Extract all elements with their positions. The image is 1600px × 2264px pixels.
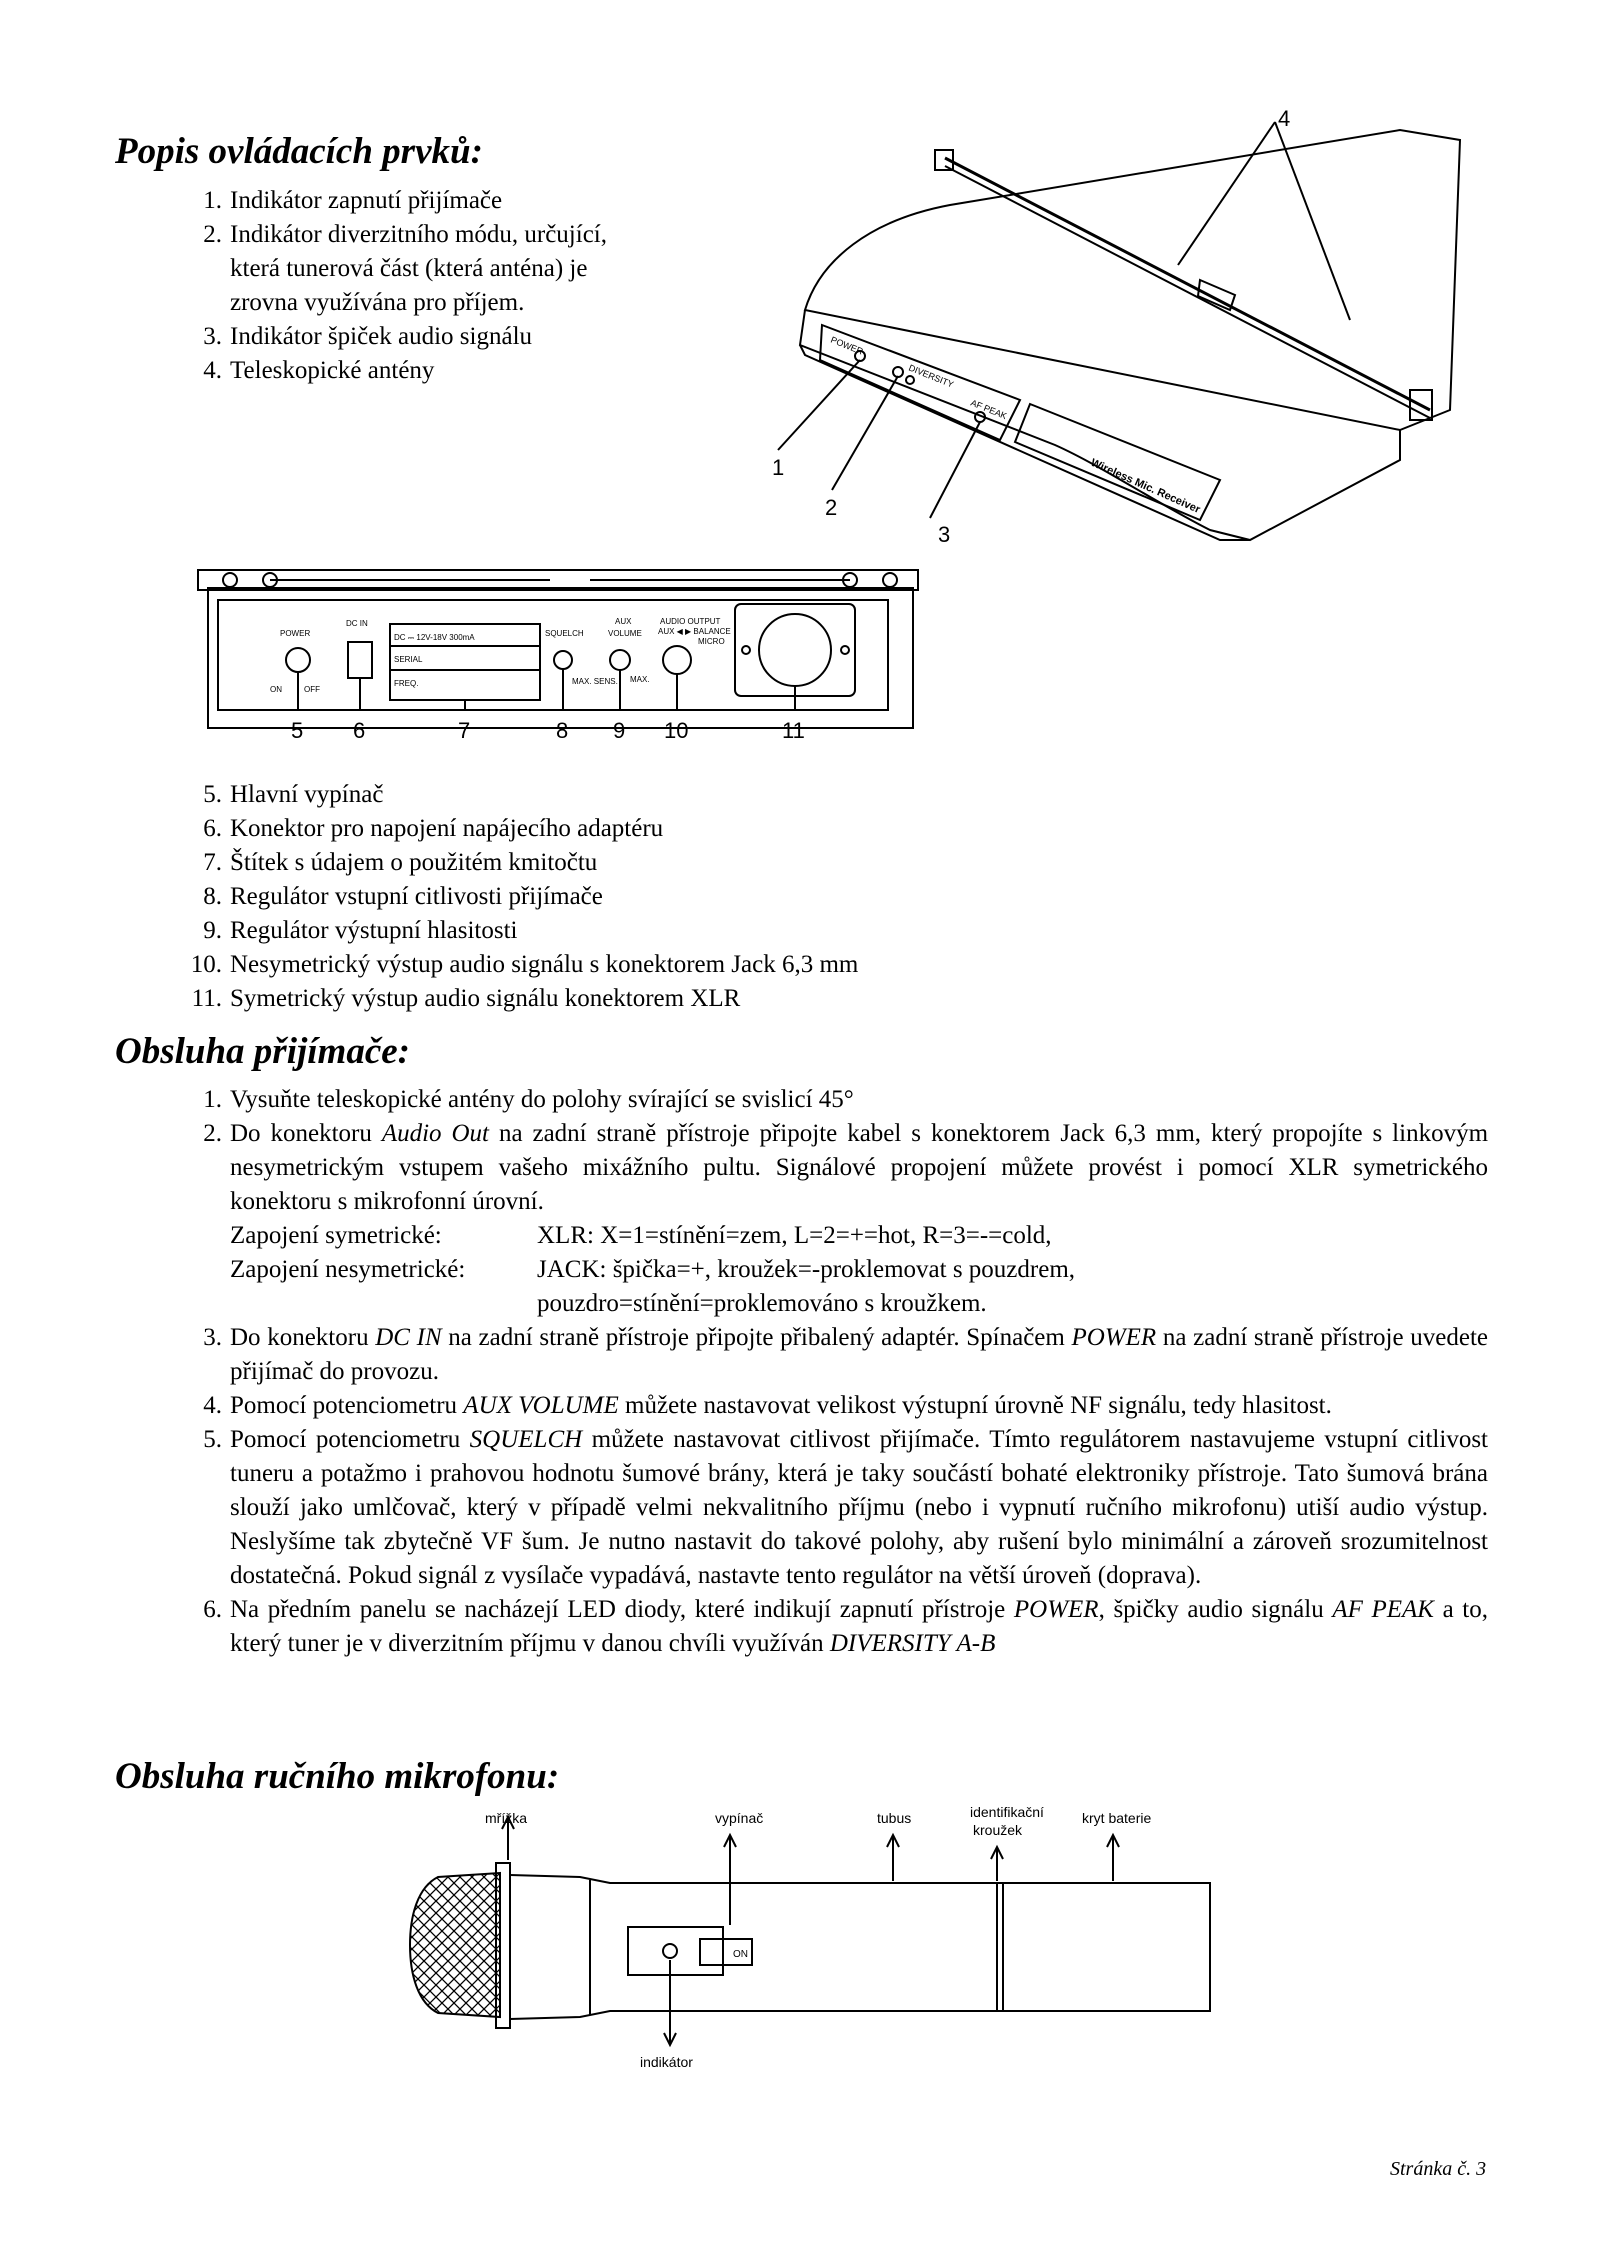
section-title-controls: Popis ovládacích prvků: bbox=[115, 131, 483, 172]
back-callout-5: 5 bbox=[291, 718, 304, 743]
receiver-item-4: 4. Pomocí potenciometru AUX VOLUME můžete nastavovat velikost výstupní úrovně NF signálu, tedy hlasitost. bbox=[203, 1392, 1332, 1419]
mic-label-switch: vypínač bbox=[715, 1810, 764, 1826]
control-item: 7. Štítek s údajem o použitém kmitočtu bbox=[203, 849, 598, 876]
wiring-symmetric: Zapojení symetrické: XLR: X=1=stínění=zem, L=2=+=hot, R=3=-=cold, bbox=[230, 1222, 1052, 1249]
callout-4: 4 bbox=[1278, 110, 1291, 131]
control-item: 11. Symetrický výstup audio signálu konektorem XLR bbox=[191, 985, 741, 1012]
control-item: 5. Hlavní vypínač bbox=[203, 781, 384, 808]
control-item: 3. Indikátor špiček audio signálu bbox=[203, 323, 533, 350]
led-power-label: POWER bbox=[829, 334, 865, 357]
back-callout-9: 9 bbox=[613, 718, 626, 743]
callout-2: 2 bbox=[825, 495, 838, 520]
receiver-item-5: 5. Pomocí potenciometru SQUELCH můžete nastavovat citlivost přijímače. Tímto regulátorem nastavujeme vstupní citlivost tuneru a potažmo i prahovou hodnotu šumové brány, která je taky součástí bohaté elektroniky přístroje. Tato šumová brána slouží jako umlčovač, který v případě velmi nekvalitního příjmu (nebo i vypnutí ručního mikrofonu) utiší audio výstup. Neslyšíme tak zbytečně VF šum. Je nutno nastavit do takové polohy, aby rušení bylo minimální a zároveň srozumitelnost dostatečná. Pokud signál z vysílače vypadává, nastavte tento regulátor na větší úroveň (doprava). bbox=[203, 1426, 1488, 1589]
mic-label-battery: kryt baterie bbox=[1082, 1810, 1152, 1826]
mic-label-on: ON bbox=[733, 1949, 748, 1960]
freq-label: FREQ. bbox=[394, 679, 419, 688]
back-callout-10: 10 bbox=[664, 718, 689, 743]
controls-list-2 bbox=[178, 778, 1078, 1016]
control-item: 6. Konektor pro napojení napájecího adaptéru bbox=[203, 815, 664, 842]
serial-label: SERIAL bbox=[394, 655, 423, 664]
back-callout-11: 11 bbox=[782, 718, 805, 743]
receiver-front-diagram bbox=[760, 110, 1520, 630]
mic-label-indicator: indikátor bbox=[640, 2054, 693, 2070]
aux-label: AUX bbox=[615, 617, 632, 626]
control-item: 10. Nesymetrický výstup audio signálu s konektorem Jack 6,3 mm bbox=[190, 951, 859, 978]
mic-indicator-led bbox=[663, 1944, 677, 1958]
section-title-receiver: Obsluha přijímače: bbox=[115, 1031, 410, 1072]
receiver-item-6: 6. Na předním panelu se nacházejí LED diody, které indikují zapnutí přístroje POWER, špičky audio signálu AF PEAK a to, který tuner je v diverzitním příjmu v danou chvíli využíván DIVERSITY A-B bbox=[203, 1596, 1489, 1657]
control-item: 2. Indikátor diverzitního módu, určující, která tunerová část (která anténa) je zrovna využívána pro příjem. bbox=[203, 221, 607, 316]
aux-balance-label: AUX ◀ ▶ BALANCE bbox=[658, 627, 731, 636]
front-panel-label: Wireless Mic. Receiver bbox=[1088, 456, 1202, 516]
mic-label-ring-2: kroužek bbox=[973, 1822, 1023, 1838]
back-callout-8: 8 bbox=[556, 718, 569, 743]
wiring-unsymmetric-2: pouzdro=stínění=proklemováno s kroužkem. bbox=[537, 1290, 987, 1317]
control-item: 4. Teleskopické antény bbox=[203, 357, 435, 384]
mic-label-grille: mřížka bbox=[485, 1810, 527, 1826]
max-label: MAX. bbox=[630, 675, 650, 684]
receiver-item-1: 1. Vysuňte teleskopické antény do polohy svírající se svislicí 45° bbox=[203, 1086, 854, 1113]
controls-list-1 bbox=[178, 184, 698, 388]
off-label: OFF bbox=[304, 685, 320, 694]
callout-3: 3 bbox=[938, 522, 951, 547]
back-callout-7: 7 bbox=[458, 718, 471, 743]
back-callout-6: 6 bbox=[353, 718, 366, 743]
section-title-mic: Obsluha ručního mikrofonu: bbox=[115, 1756, 560, 1797]
dc-spec-label: DC ⎓ 12V-18V 300mA bbox=[394, 633, 475, 642]
control-item: 9. Regulátor výstupní hlasitosti bbox=[203, 917, 518, 944]
receiver-back-diagram bbox=[190, 560, 950, 750]
dcin-label: DC IN bbox=[346, 619, 368, 628]
on-label: ON bbox=[270, 685, 282, 694]
mic-label-tube: tubus bbox=[877, 1810, 912, 1826]
control-item: 1. Indikátor zapnutí přijímače bbox=[203, 187, 503, 214]
mic-body bbox=[510, 1875, 1210, 2019]
microphone-diagram bbox=[400, 1805, 1220, 2095]
led-diversity-label: DIVERSITY bbox=[907, 362, 956, 390]
mic-grille bbox=[410, 1873, 500, 2017]
squelch-label: SQUELCH bbox=[545, 629, 584, 638]
micro-label: MICRO bbox=[698, 637, 725, 646]
control-item: 8. Regulátor vstupní citlivosti přijímače bbox=[203, 883, 603, 910]
receiver-item-2: 2. Do konektoru Audio Out na zadní straně přístroje připojte kabel s konektorem Jack 6,3 mm, který propojíte s linkovým nesymetrickým vstupem vašeho mixážního pultu. Signálové propojení můžete provést i pomocí XLR symetrického konektoru s mikrofonní úrovní. Zapojení symetrické: XLR: X=1=stínění=zem, L=2=+=hot, R=3=-=cold, Zapojení nesymetrické: JACK: špička=+, kroužek=-proklemovat s pouzdrem, pouzdro=stínění=proklemováno s kroužkem. bbox=[178, 1117, 1488, 1321]
max-sens-label: MAX. SENS. bbox=[572, 677, 618, 686]
receiver-item-3: 3. Do konektoru DC IN na zadní straně přístroje připojte přibalený adaptér. Spínačem POWER na zadní straně přístroje uvedete přijímač do provozu. bbox=[203, 1324, 1488, 1385]
mic-label-ring-1: identifikační bbox=[970, 1805, 1044, 1820]
audio-output-label: AUDIO OUTPUT bbox=[660, 617, 721, 626]
receiver-list bbox=[178, 1083, 1488, 1661]
led-peak-label: AF PEAK bbox=[969, 397, 1009, 422]
power-label: POWER bbox=[280, 629, 311, 638]
receiver-front-face bbox=[800, 310, 1400, 540]
page-footer: Stránka č. 3 bbox=[1390, 2158, 1487, 2180]
volume-label: VOLUME bbox=[608, 629, 642, 638]
callout-1: 1 bbox=[772, 455, 785, 480]
wiring-unsymmetric: Zapojení nesymetrické: JACK: špička=+, kroužek=-proklemovat s pouzdrem, bbox=[230, 1256, 1076, 1283]
